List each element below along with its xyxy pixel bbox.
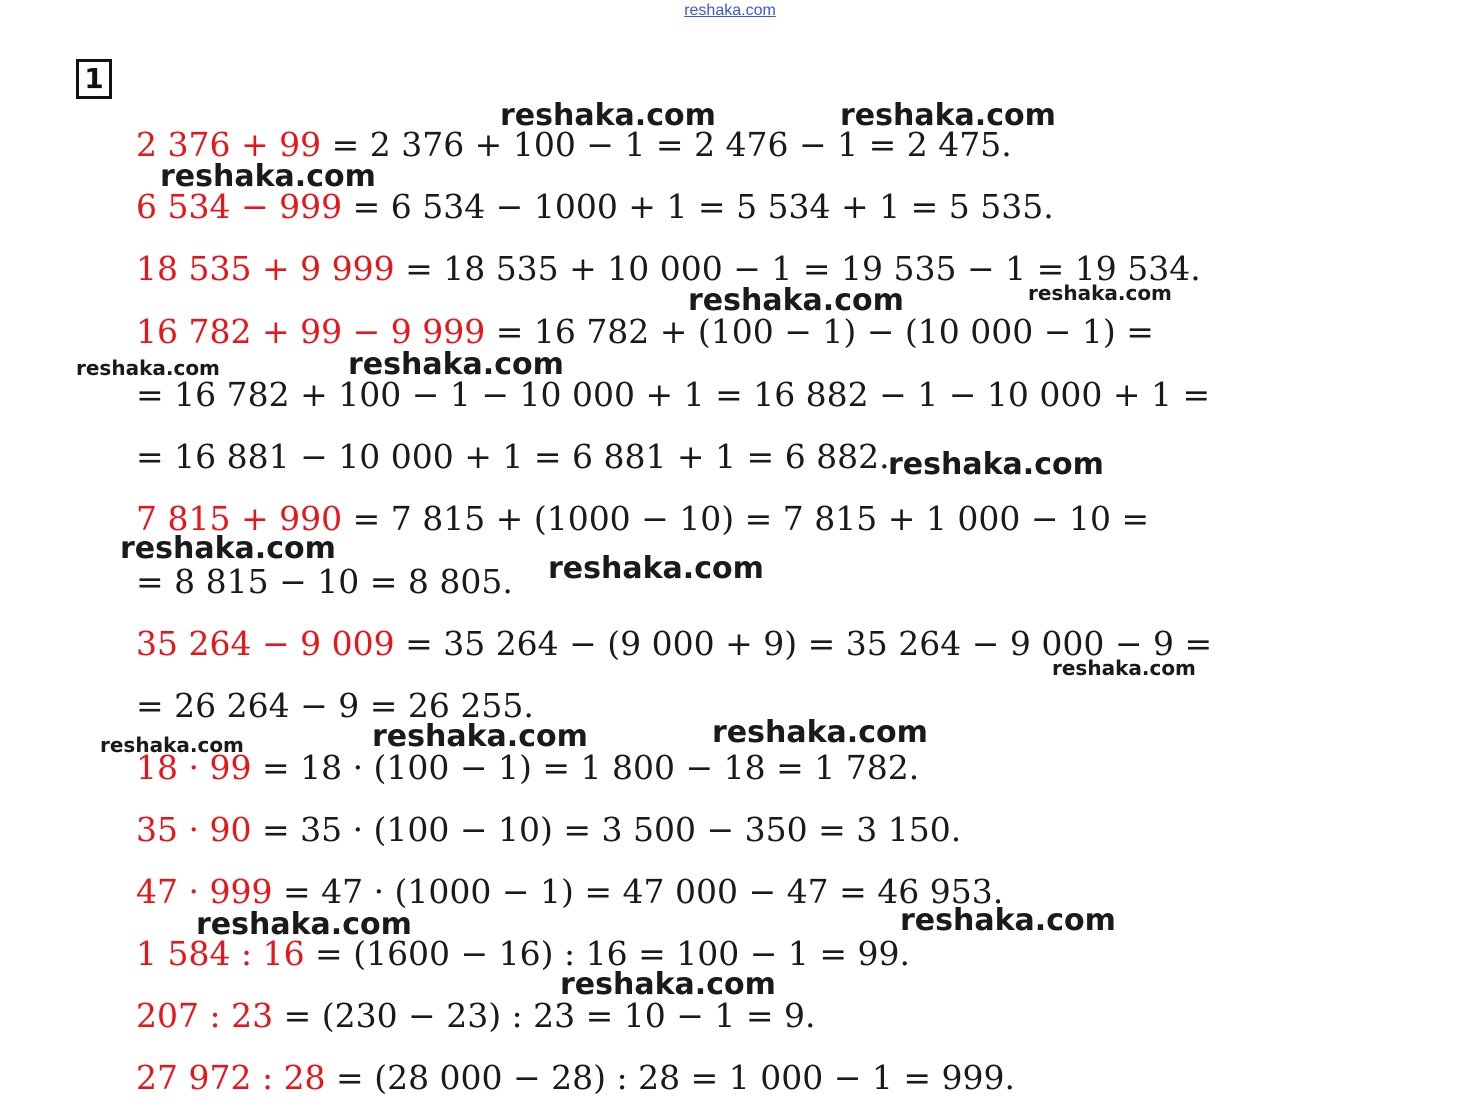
calculation: = (230 − 23) : 23 = 10 − 1 = 9. [273, 996, 816, 1035]
solution-line [136, 810, 961, 850]
calculation: = 16 881 − 10 000 + 1 = 6 881 + 1 = 6 882. [136, 437, 890, 476]
solution-line [136, 437, 890, 477]
watermark: reshaka.com [1028, 281, 1172, 305]
calculation: = 16 782 + 100 − 1 − 10 000 + 1 = 16 882 − 1 − 10 000 + 1 = [136, 375, 1211, 414]
expression: 35 264 − 9 009 [136, 624, 395, 663]
calculation: = 18 535 + 10 000 − 1 = 19 535 − 1 = 19 534. [394, 249, 1201, 288]
calculation: = 2 376 + 100 − 1 = 2 476 − 1 = 2 475. [321, 125, 1012, 164]
watermark: reshaka.com [120, 531, 336, 566]
expression: 1 584 : 16 [136, 934, 305, 973]
calculation: = 7 815 + (1000 − 10) = 7 815 + 1 000 − 10 = [342, 499, 1150, 538]
solution-line [136, 1058, 1015, 1098]
calculation: = 6 534 − 1000 + 1 = 5 534 + 1 = 5 535. [342, 187, 1054, 226]
calculation: = 16 782 + (100 − 1) − (10 000 − 1) = [485, 312, 1154, 351]
solution-line [136, 375, 1210, 415]
solution-line [136, 312, 1154, 352]
watermark: reshaka.com [888, 447, 1104, 482]
watermark: reshaka.com [840, 98, 1056, 133]
watermark: reshaka.com [688, 283, 904, 318]
watermark: reshaka.com [1052, 656, 1196, 680]
watermark: reshaka.com [548, 551, 764, 586]
expression: 35 · 90 [136, 810, 252, 849]
watermark: reshaka.com [372, 719, 588, 754]
expression: 7 815 + 990 [136, 499, 343, 538]
watermark: reshaka.com [560, 967, 776, 1002]
calculation: = 18 · (100 − 1) = 1 800 − 18 = 1 782. [251, 748, 920, 787]
site-link[interactable]: reshaka.com [684, 2, 776, 19]
calculation: = 35 · (100 − 10) = 3 500 − 350 = 3 150. [251, 810, 962, 849]
watermark: reshaka.com [900, 903, 1116, 938]
expression: 18 · 99 [136, 748, 252, 787]
expression: 47 · 999 [136, 872, 273, 911]
solution-line [136, 562, 513, 602]
expression: 207 : 23 [136, 996, 274, 1035]
expression: 2 376 + 99 [136, 125, 322, 164]
solution-line [136, 748, 919, 788]
watermark: reshaka.com [100, 733, 244, 757]
expression: 27 972 : 28 [136, 1058, 326, 1097]
watermark: reshaka.com [76, 356, 220, 380]
calculation: = 47 · (1000 − 1) = 47 000 − 47 = 46 953. [272, 872, 1004, 911]
expression: 6 534 − 999 [136, 187, 343, 226]
watermark: reshaka.com [348, 347, 564, 382]
calculation: = (28 000 − 28) : 28 = 1 000 − 1 = 999. [325, 1058, 1015, 1097]
solution-line [136, 872, 1003, 912]
watermark: reshaka.com [500, 98, 716, 133]
watermark: reshaka.com [196, 907, 412, 942]
calculation: = 26 264 − 9 = 26 255. [136, 686, 534, 725]
expression: 18 535 + 9 999 [136, 249, 395, 288]
solution-line [136, 996, 816, 1036]
watermark: reshaka.com [712, 715, 928, 750]
calculation: = 35 264 − (9 000 + 9) = 35 264 − 9 000 − 9 = [394, 624, 1213, 663]
watermark: reshaka.com [160, 159, 376, 194]
calculation: = (1600 − 16) : 16 = 100 − 1 = 99. [304, 934, 910, 973]
calculation: = 8 815 − 10 = 8 805. [136, 562, 513, 601]
expression: 16 782 + 99 − 9 999 [136, 312, 486, 351]
task-number-box: 1 [76, 59, 112, 99]
solution-line [136, 624, 1212, 664]
